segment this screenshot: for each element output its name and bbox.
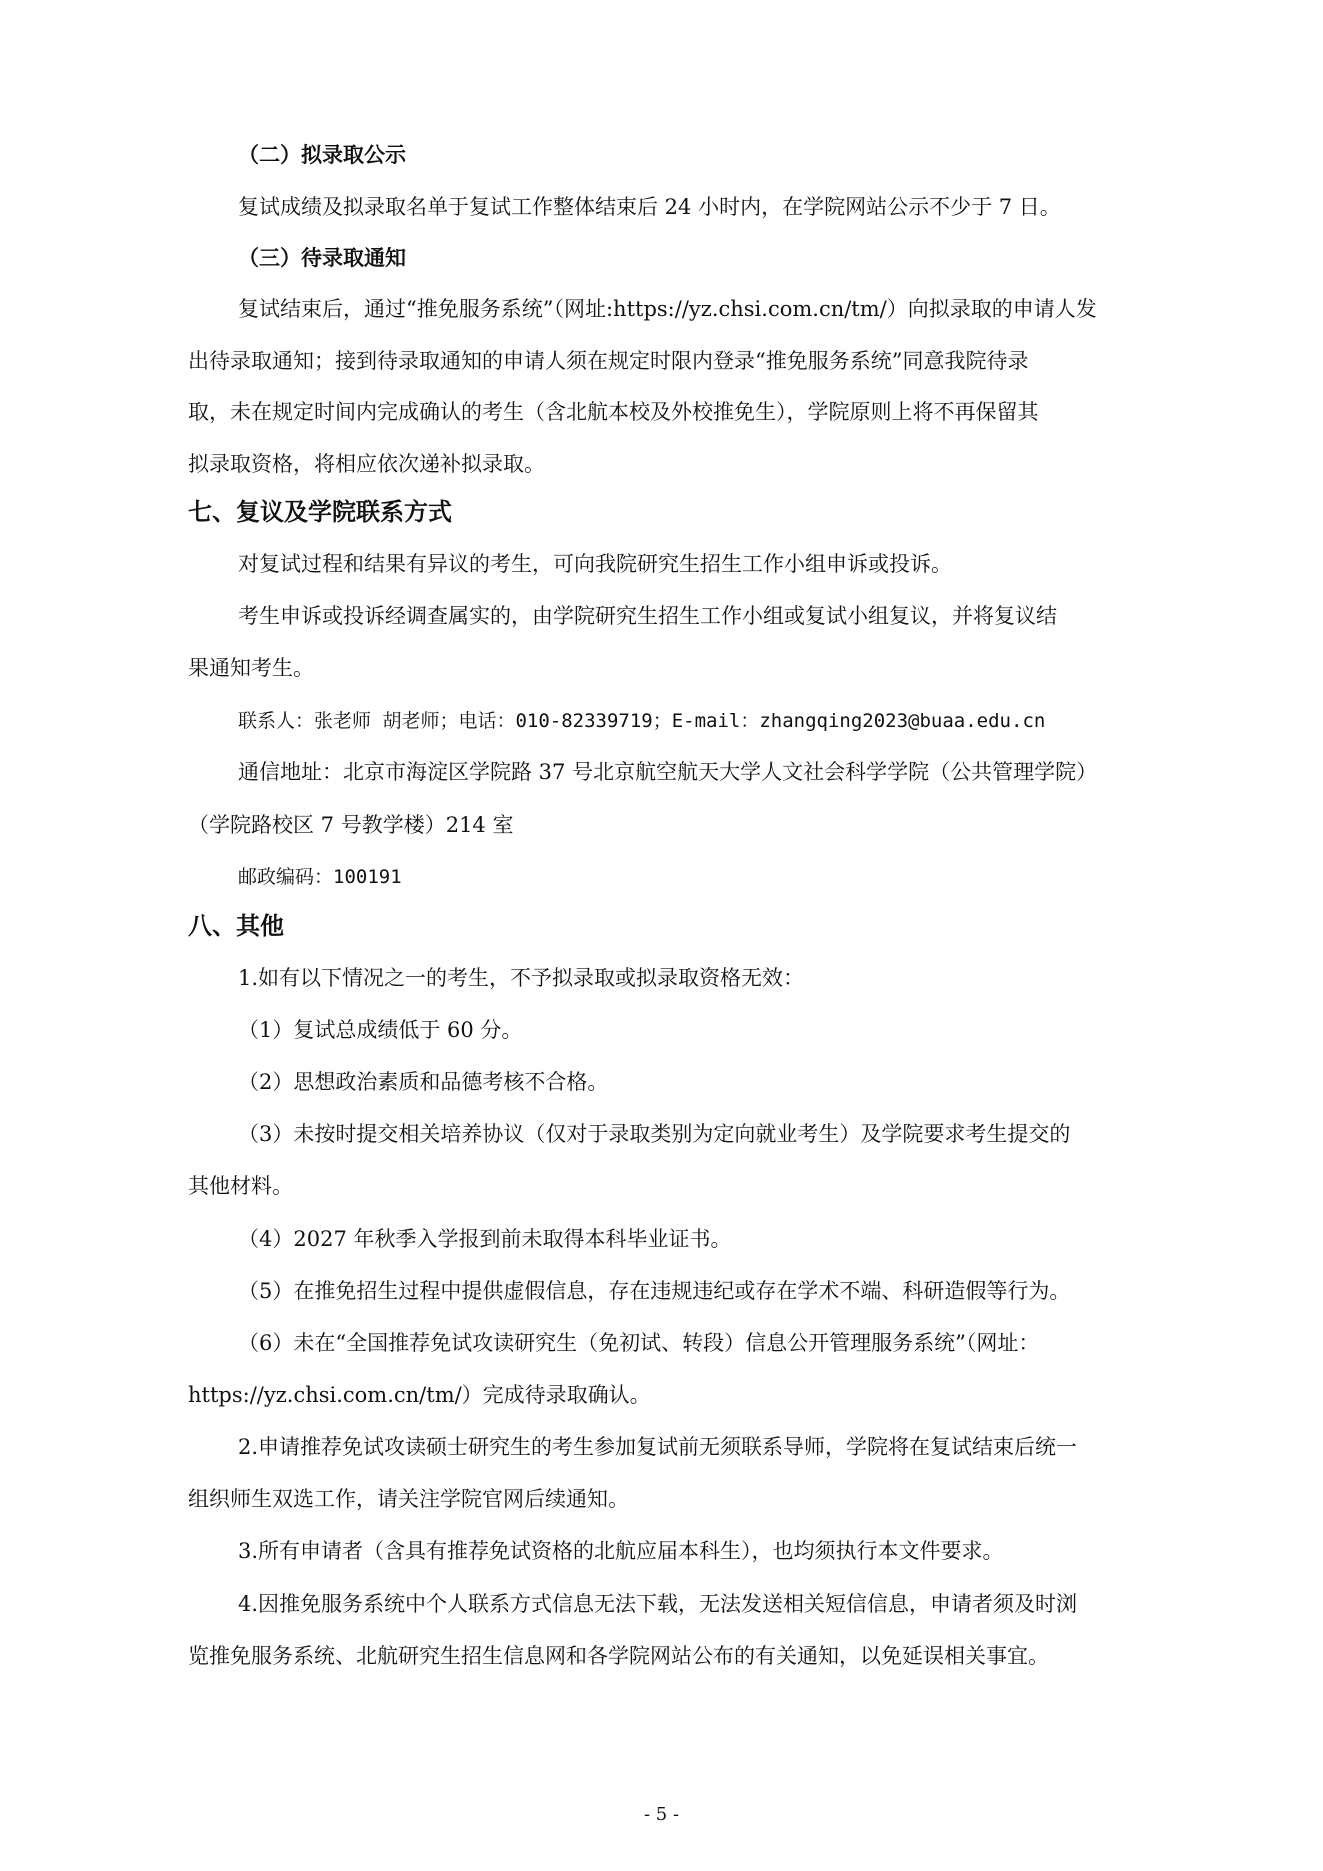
address-line: 通信地址：北京市海淀区学院路 37 号北京航空航天大学人文社会科学学院（公共管理学院） [238, 760, 1098, 784]
subsection-title-notice: （三）待录取通知 [238, 245, 406, 270]
section-heading-other: 八、其他 [188, 912, 284, 940]
list-item-continuation: 览推免服务系统、北航研究生招生信息网和各学院网站公布的有关通知，以免延误相关事宜。 [188, 1644, 1049, 1668]
paragraph-objection: 对复试过程和结果有异议的考生，可向我院研究生招生工作小组申诉或投诉。 [238, 552, 952, 576]
list-item: （4）2027 年秋季入学报到前未取得本科毕业证书。 [238, 1227, 732, 1251]
subsection-title-publicity: （二）拟录取公示 [238, 142, 406, 167]
list-item: （2）思想政治素质和品德考核不合格。 [238, 1070, 609, 1094]
paragraph-notice-line: 出待录取通知；接到待录取通知的申请人须在规定时限内登录“推免服务系统”同意我院待录 [188, 349, 1029, 373]
list-item: 2.申请推荐免试攻读硕士研究生的考生参加复试前无须联系导师，学院将在复试结束后统一 [238, 1435, 1078, 1459]
postal-code: 邮政编码：100191 [238, 866, 402, 888]
paragraph-appeal-line: 果通知考生。 [188, 656, 314, 680]
list-item-continuation: 组织师生双选工作，请关注学院官网后续通知。 [188, 1487, 629, 1511]
list-item: 3.所有申请者（含具有推荐免试资格的北航应届本科生），也均须执行本文件要求。 [238, 1539, 1004, 1563]
list-item: （1）复试总成绩低于 60 分。 [238, 1018, 523, 1042]
address-line: （学院路校区 7 号教学楼）214 室 [188, 813, 514, 837]
list-item: （6）未在“全国推荐免试攻读研究生（免初试、转段）信息公开管理服务系统”（网址： [238, 1331, 1040, 1355]
list-item: （3）未按时提交相关培养协议（仅对于录取类别为定向就业考生）及学院要求考生提交的 [238, 1122, 1071, 1146]
list-item: 4.因推免服务系统中个人联系方式信息无法下载，无法发送相关短信信息，申请者须及时浏 [238, 1592, 1078, 1616]
list-item-continuation: 其他材料。 [188, 1174, 293, 1198]
contact-info: 联系人：张老师 胡老师；电话：010-82339719；E-mail：zhangqing2023@buaa.edu.cn [238, 710, 1046, 732]
paragraph-notice-line: 取，未在规定时间内完成确认的考生（含北航本校及外校推免生），学院原则上将不再保留其 [188, 400, 1039, 424]
list-item: （5）在推免招生过程中提供虚假信息，存在违规违纪或存在学术不端、科研造假等行为。 [238, 1279, 1071, 1303]
page-number: - 5 - [643, 1804, 680, 1825]
paragraph-publicity: 复试成绩及拟录取名单于复试工作整体结束后 24 小时内，在学院网站公示不少于 7 日。 [238, 195, 1061, 219]
section-heading-review-contact: 七、复议及学院联系方式 [188, 498, 452, 526]
paragraph-appeal-line: 考生申诉或投诉经调查属实的，由学院研究生招生工作小组或复试小组复议，并将复议结 [238, 604, 1057, 628]
list-item: 1.如有以下情况之一的考生，不予拟录取或拟录取资格无效： [238, 966, 805, 990]
list-item-continuation: https://yz.chsi.com.cn/tm/）完成待录取确认。 [188, 1383, 651, 1407]
paragraph-notice-line: 拟录取资格，将相应依次递补拟录取。 [188, 452, 545, 476]
paragraph-notice-line: 复试结束后，通过“推免服务系统”（网址:https://yz.chsi.com.cn/tm/）向拟录取的申请人发 [238, 297, 1097, 321]
